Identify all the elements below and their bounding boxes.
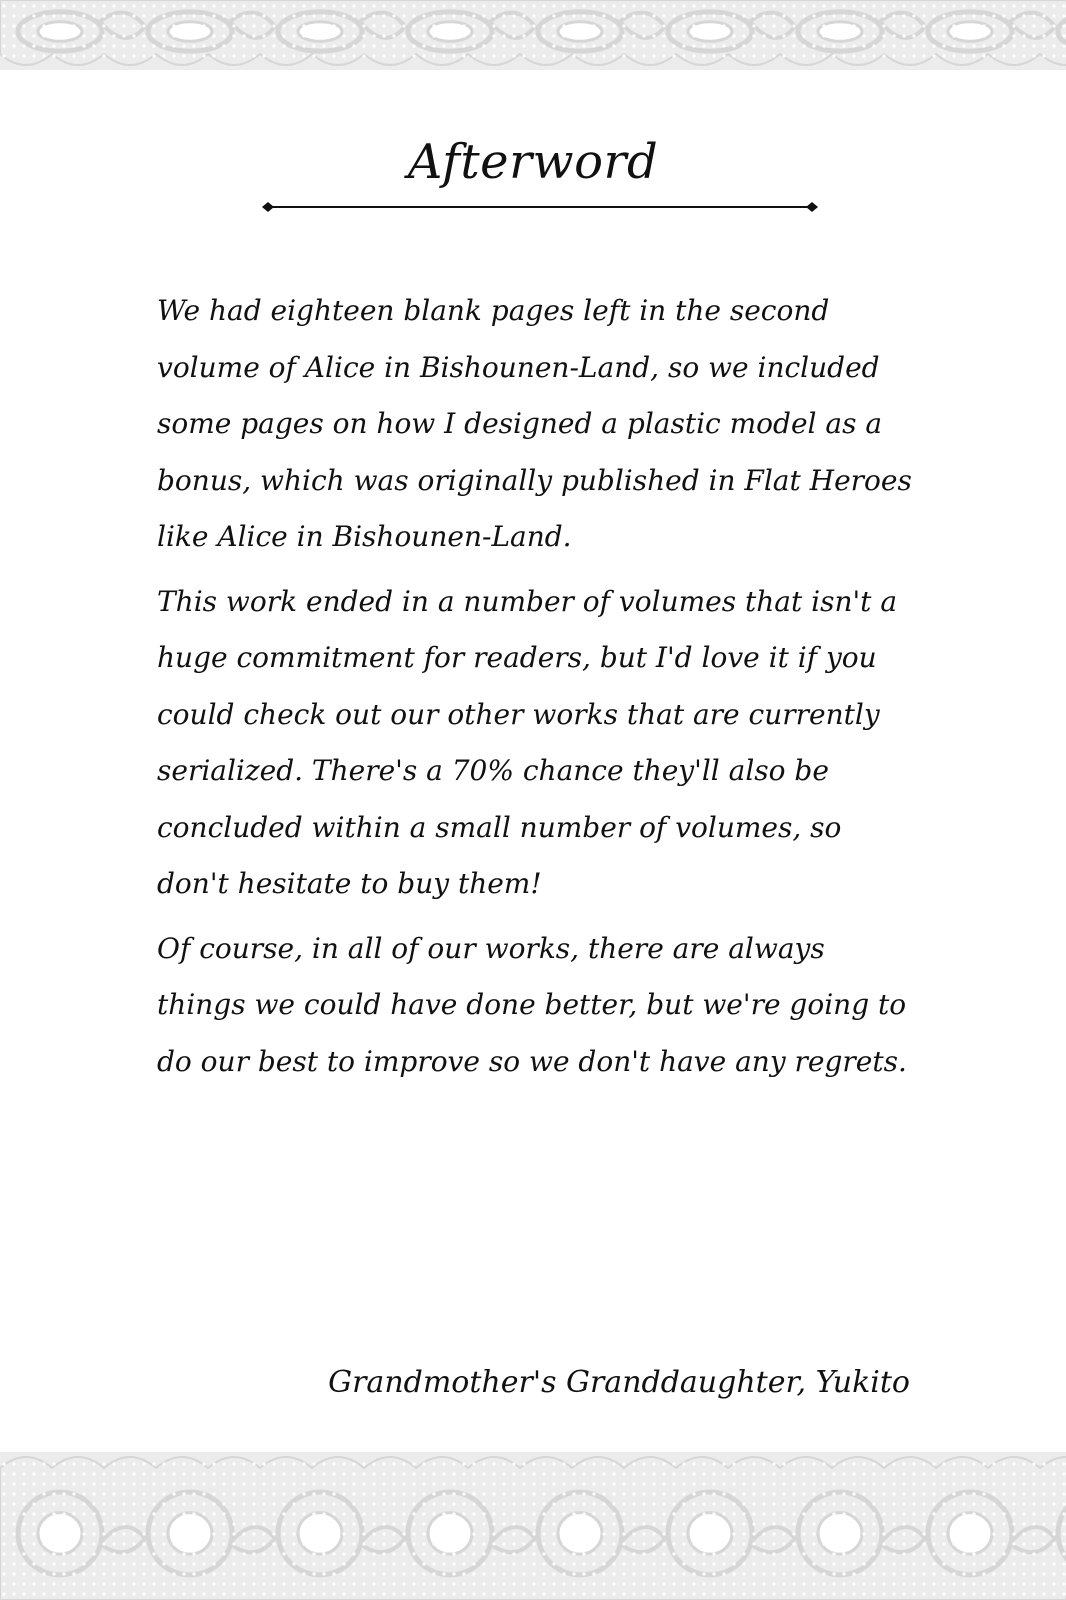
page-title: Afterword (407, 134, 659, 190)
afterword-body (157, 283, 922, 1098)
author-signature: Grandmother's Granddaughter, Yukito (328, 1365, 910, 1400)
paragraph-3: Of course, in all of our works, there are always things we could have done better, but we're going to do our best to improve so we don't have any regrets. (157, 931, 907, 1078)
title-divider (262, 200, 818, 214)
paragraph-2: This work ended in a number of volumes that isn't a huge commitment for readers, but I'd love it if you could check out our other works that are currently serialized. There's a 70% chance they'll also be concluded within a small number of volumes, so don't hesitate to buy them! (157, 584, 898, 900)
paragraph-1: We had eighteen blank pages left in the second volume of Alice in Bishounen-Land, so we included some pages on how I designed a plastic model as a bonus, which was originally published in Flat Heroes like Alice in Bishounen-Land. (157, 294, 912, 553)
lace-border-top (0, 0, 1066, 70)
lace-border-bottom (0, 1452, 1066, 1600)
